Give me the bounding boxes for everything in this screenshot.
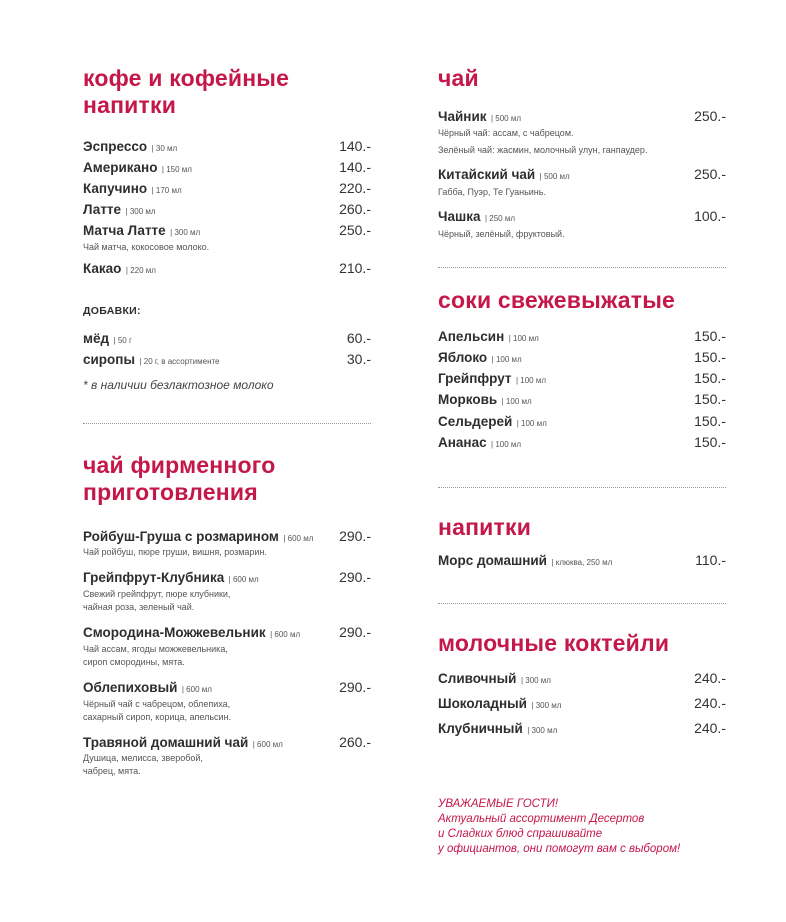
item-description: чайная роза, зеленый чай. xyxy=(83,602,195,612)
item-price: 110.- xyxy=(695,552,726,568)
item-name: Сельдерей xyxy=(438,414,513,429)
item-description: Зелёный чай: жасмин, молочный улун, ганпаудер. xyxy=(438,145,648,155)
menu-item xyxy=(438,552,726,570)
item-name: Какао xyxy=(83,261,122,276)
menu-item xyxy=(83,330,371,348)
section-title-juices: соки свежевыжатые xyxy=(438,287,676,313)
item-volume: | 300 мл xyxy=(520,676,551,685)
item-name: Морковь xyxy=(438,392,498,407)
item-price: 220.- xyxy=(339,180,371,196)
item-description: сироп смородины, мята. xyxy=(83,657,185,667)
menu-item xyxy=(83,351,371,369)
item-price: 150.- xyxy=(694,328,726,344)
menu-item xyxy=(438,413,726,431)
item-volume: | 600 мл xyxy=(181,685,212,694)
item-name: Латте xyxy=(83,202,122,217)
menu-item xyxy=(83,222,371,240)
item-name: сиропы xyxy=(83,352,135,367)
item-name: Китайский чай xyxy=(438,167,536,182)
item-price: 150.- xyxy=(694,370,726,386)
item-description: чабрец, мята. xyxy=(83,766,141,776)
item-name: Капучино xyxy=(83,181,148,196)
menu-item xyxy=(83,260,371,278)
item-volume: | 300 мл xyxy=(531,701,562,710)
item-price: 290.- xyxy=(339,528,371,544)
menu-item xyxy=(438,166,726,184)
item-name: Морс домашний xyxy=(438,553,547,568)
item-price: 250.- xyxy=(694,108,726,124)
section-title-coffee xyxy=(83,65,289,119)
item-price: 140.- xyxy=(339,159,371,175)
item-name: Грейпфрут xyxy=(438,371,512,386)
menu-item xyxy=(83,624,371,642)
item-description: Чай ройбуш, пюре груши, вишня, розмарин. xyxy=(83,547,267,557)
item-volume: | 250 мл xyxy=(484,214,516,223)
item-volume: | 300 мл xyxy=(125,207,156,216)
item-price: 290.- xyxy=(339,679,371,695)
item-price: 100.- xyxy=(694,208,726,224)
item-price: 150.- xyxy=(694,413,726,429)
item-description: Чай ассам, ягоды можжевельника, xyxy=(83,644,228,654)
item-description: сахарный сироп, корица, апельсин. xyxy=(83,712,232,722)
menu-item xyxy=(438,328,726,346)
item-volume: | 150 мл xyxy=(161,165,192,174)
menu-item xyxy=(438,670,726,688)
lactose-free-note: * в наличии безлактозное молоко xyxy=(83,378,274,392)
item-volume: | клюква, 250 мл xyxy=(551,558,613,567)
section-title-line: чай фирменного xyxy=(83,452,276,478)
guests-note-line: Актуальный ассортимент Десертов xyxy=(438,813,645,825)
menu-item xyxy=(83,569,371,587)
item-description: Габба, Пуэр, Те Гуаньинь. xyxy=(438,187,546,197)
item-volume: | 30 мл xyxy=(151,144,178,153)
item-volume: | 100 мл xyxy=(508,334,539,343)
item-volume: | 100 мл xyxy=(491,355,522,364)
section-title-tea: чай xyxy=(438,65,479,91)
section-title-signature-tea xyxy=(83,452,275,506)
menu-item xyxy=(438,108,726,126)
item-description: Чай матча, кокосовое молоко. xyxy=(83,242,210,252)
section-title-line: приготовления xyxy=(83,479,258,505)
item-price: 240.- xyxy=(694,670,726,686)
menu-item xyxy=(83,159,371,177)
item-volume: | 600 мл xyxy=(228,575,259,584)
item-price: 260.- xyxy=(339,201,371,217)
item-price: 150.- xyxy=(694,434,726,450)
item-volume: | 100 мл xyxy=(491,440,522,449)
item-name: Яблоко xyxy=(438,350,488,365)
item-name: Матча Латте xyxy=(83,223,166,238)
menu-item xyxy=(83,528,371,546)
item-price: 30.- xyxy=(346,351,371,367)
item-price: 240.- xyxy=(694,695,726,711)
item-name: Американо xyxy=(83,160,158,175)
item-description: Душица, мелисса, зверобой, xyxy=(83,753,203,763)
menu-item xyxy=(83,679,371,697)
section-title-milkshakes: молочные коктейли xyxy=(438,630,670,656)
menu-item xyxy=(438,695,726,713)
menu-item xyxy=(83,734,371,752)
item-name: Ройбуш-Груша с розмарином xyxy=(83,529,279,544)
guests-note-line: УВАЖАЕМЫЕ ГОСТИ! xyxy=(438,798,559,810)
item-volume: | 100 мл xyxy=(501,397,532,406)
item-name: Ананас xyxy=(438,435,487,450)
item-volume: | 500 мл xyxy=(539,172,570,181)
item-description: Чёрный, зелёный, фруктовый. xyxy=(438,229,565,239)
item-price: 210.- xyxy=(339,260,371,276)
item-price: 290.- xyxy=(339,569,371,585)
item-name: Чашка xyxy=(438,209,481,224)
item-name: Чайник xyxy=(438,109,487,124)
guests-note xyxy=(438,797,680,857)
menu-item xyxy=(438,370,726,388)
item-price: 150.- xyxy=(694,349,726,365)
item-price: 250.- xyxy=(339,222,371,238)
item-volume: | 170 мл xyxy=(151,186,182,195)
item-name: Эспрессо xyxy=(83,139,148,154)
item-volume: | 300 мл xyxy=(170,228,201,237)
item-volume: | 220 мл xyxy=(125,266,156,275)
item-volume: | 100 мл xyxy=(516,419,547,428)
item-volume: | 600 мл xyxy=(283,534,314,543)
item-name: Смородина-Можжевельник xyxy=(83,625,266,640)
item-description: Свежий грейпфрут, пюре клубники, xyxy=(83,589,231,599)
item-name: Травяной домашний чай xyxy=(83,735,249,750)
item-name: Грейпфрут-Клубника xyxy=(83,570,225,585)
menu-item xyxy=(438,391,726,409)
dotted-divider xyxy=(438,267,726,268)
menu-item xyxy=(438,434,726,452)
menu-item xyxy=(83,180,371,198)
item-volume: | 100 мл xyxy=(515,376,547,385)
menu-item xyxy=(83,201,371,219)
item-name: Апельсин xyxy=(438,329,505,344)
item-volume: | 300 мл xyxy=(527,726,558,735)
item-name: Облепиховый xyxy=(83,680,178,695)
section-title-line: кофе и кофейные xyxy=(83,65,290,91)
menu-item xyxy=(438,208,726,226)
item-price: 290.- xyxy=(339,624,371,640)
item-volume: | 50 г xyxy=(113,336,132,345)
item-name: мёд xyxy=(83,331,110,346)
menu-item xyxy=(83,138,371,156)
item-name: Сливочный xyxy=(438,671,517,686)
item-price: 250.- xyxy=(694,166,726,182)
section-title-line: напитки xyxy=(83,92,177,118)
dotted-divider xyxy=(438,603,726,604)
item-price: 240.- xyxy=(694,720,726,736)
item-name: Клубничный xyxy=(438,721,523,736)
item-description: Чёрный чай с чабрецом, облепиха, xyxy=(83,699,231,709)
item-price: 140.- xyxy=(339,138,371,154)
item-volume: | 20 г, в ассортименте xyxy=(139,357,220,366)
item-price: 60.- xyxy=(346,330,371,346)
item-price: 150.- xyxy=(694,391,726,407)
item-description: Чёрный чай: ассам, с чабрецом. xyxy=(438,128,574,138)
menu-item xyxy=(438,720,726,738)
item-volume: | 600 мл xyxy=(252,740,283,749)
addons-title: ДОБАВКИ: xyxy=(83,305,141,317)
item-name: Шоколадный xyxy=(438,696,527,711)
menu-item xyxy=(438,349,726,367)
section-title-drinks: напитки xyxy=(438,514,532,540)
item-volume: | 500 мл xyxy=(490,114,522,123)
dotted-divider xyxy=(83,423,371,424)
item-price: 260.- xyxy=(339,734,371,750)
dotted-divider xyxy=(438,487,726,488)
guests-note-line: и Сладких блюд спрашивайте xyxy=(438,828,603,840)
guests-note-line: у официантов, они помогут вам с выбором! xyxy=(438,843,681,855)
item-volume: | 600 мл xyxy=(270,630,301,639)
